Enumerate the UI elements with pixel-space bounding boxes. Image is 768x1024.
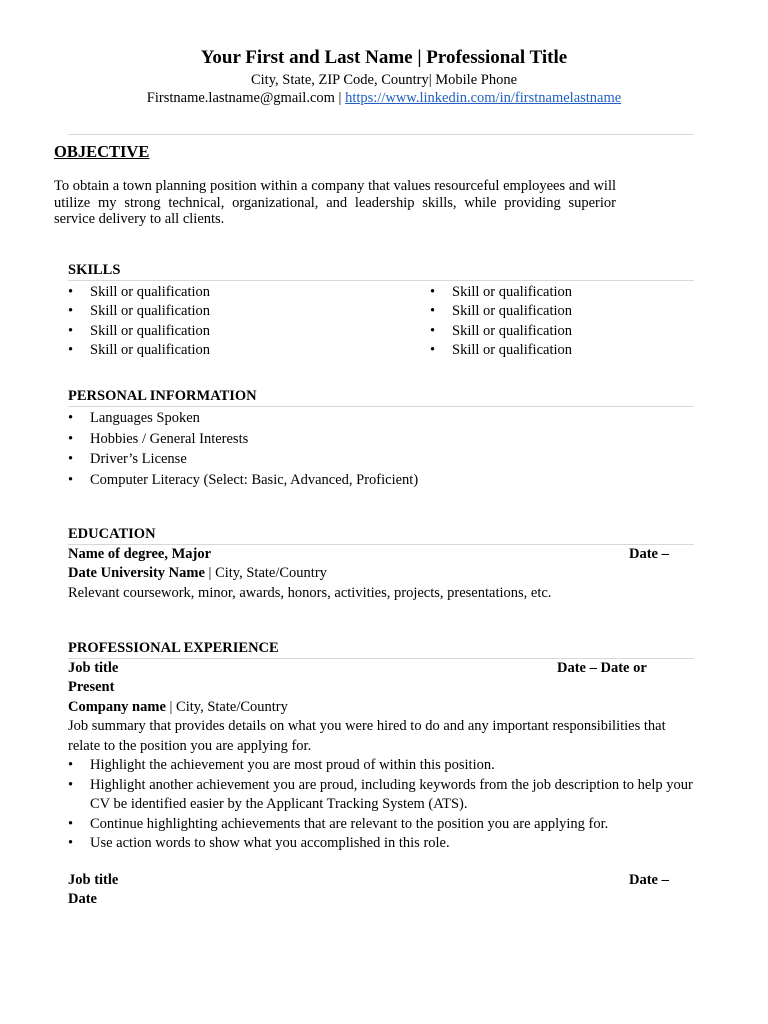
job-achievements-list <box>68 756 694 854</box>
resume-name-title: Your First and Last Name | Professional Title <box>200 47 568 68</box>
personal-info-item: • Hobbies / General Interests <box>68 429 688 450</box>
skills-list-right <box>430 283 690 360</box>
personal-info-heading: PERSONAL INFORMATION <box>68 388 257 404</box>
skill-item: • Skill or qualification <box>430 283 690 302</box>
skill-item: • Skill or qualification <box>430 302 690 321</box>
personal-info-item: • Driver’s License <box>68 449 688 470</box>
company-line <box>68 698 288 718</box>
job-date: Date – Date or <box>557 660 647 676</box>
skill-item: • Skill or qualification <box>68 302 398 321</box>
job-summary: Job summary that provides details on what you were hired to do and any important responsibilities that relate to the position you are applying for. <box>68 718 666 754</box>
education-date: Date – <box>629 546 669 562</box>
skill-item: • Skill or qualification <box>68 283 398 302</box>
company-location: | City, State/Country <box>165 699 288 715</box>
objective-heading: OBJECTIVE <box>54 142 150 161</box>
personal-info-list <box>68 408 688 491</box>
skill-item: • Skill or qualification <box>430 322 690 341</box>
experience-heading: PROFESSIONAL EXPERIENCE <box>68 640 279 656</box>
education-heading: EDUCATION <box>68 526 156 542</box>
job-date-present: Present <box>68 679 115 695</box>
objective-text: To obtain a town planning position within a company that values resourceful employees and will utilize my strong technical, organizational, and leadership skills, while providing superior service delivery to all clients. <box>54 178 616 227</box>
contact-email-linkedin <box>0 89 768 107</box>
education-details: Relevant coursework, minor, awards, honors, activities, projects, presentations, etc. <box>68 585 552 601</box>
university-location: | City, State/Country <box>204 565 327 581</box>
achievement-item: • Highlight the achievement you are most proud of within this position. <box>68 756 694 776</box>
skills-heading: SKILLS <box>68 262 121 278</box>
skill-item: • Skill or qualification <box>430 341 690 360</box>
personal-info-item: • Computer Literacy (Select: Basic, Advanced, Proficient) <box>68 470 688 491</box>
skill-item: • Skill or qualification <box>68 341 398 360</box>
email-text: Firstname.lastname@gmail.com | <box>146 90 346 106</box>
skills-divider <box>68 280 694 281</box>
linkedin-link[interactable]: https://www.linkedin.com/in/firstnamelastname <box>345 90 622 106</box>
header-divider <box>68 134 694 135</box>
job-title: Job title <box>68 660 119 676</box>
contact-location-phone: City, State, ZIP Code, Country| Mobile Phone <box>250 72 518 88</box>
skill-item: • Skill or qualification <box>68 322 398 341</box>
university-line <box>68 564 327 584</box>
achievement-item: • Continue highlighting achievements that are relevant to the position you are applying for. <box>68 815 694 835</box>
job-date-2: Date – <box>629 872 669 888</box>
achievement-item: • Highlight another achievement you are proud, including keywords from the job description to help your CV be identified easier by the Applicant Tracking System (ATS). <box>68 776 694 815</box>
skills-list-left <box>68 283 398 360</box>
achievement-item: • Use action words to show what you accomplished in this role. <box>68 834 694 854</box>
personal-info-divider <box>68 406 694 407</box>
company-name: Company name <box>68 699 166 715</box>
job-date-2-wrap: Date <box>68 891 97 907</box>
personal-info-item: • Languages Spoken <box>68 408 688 429</box>
degree-name: Name of degree, Major <box>68 546 212 562</box>
job-title-2: Job title <box>68 872 119 888</box>
university-name: Date University Name <box>68 565 205 581</box>
